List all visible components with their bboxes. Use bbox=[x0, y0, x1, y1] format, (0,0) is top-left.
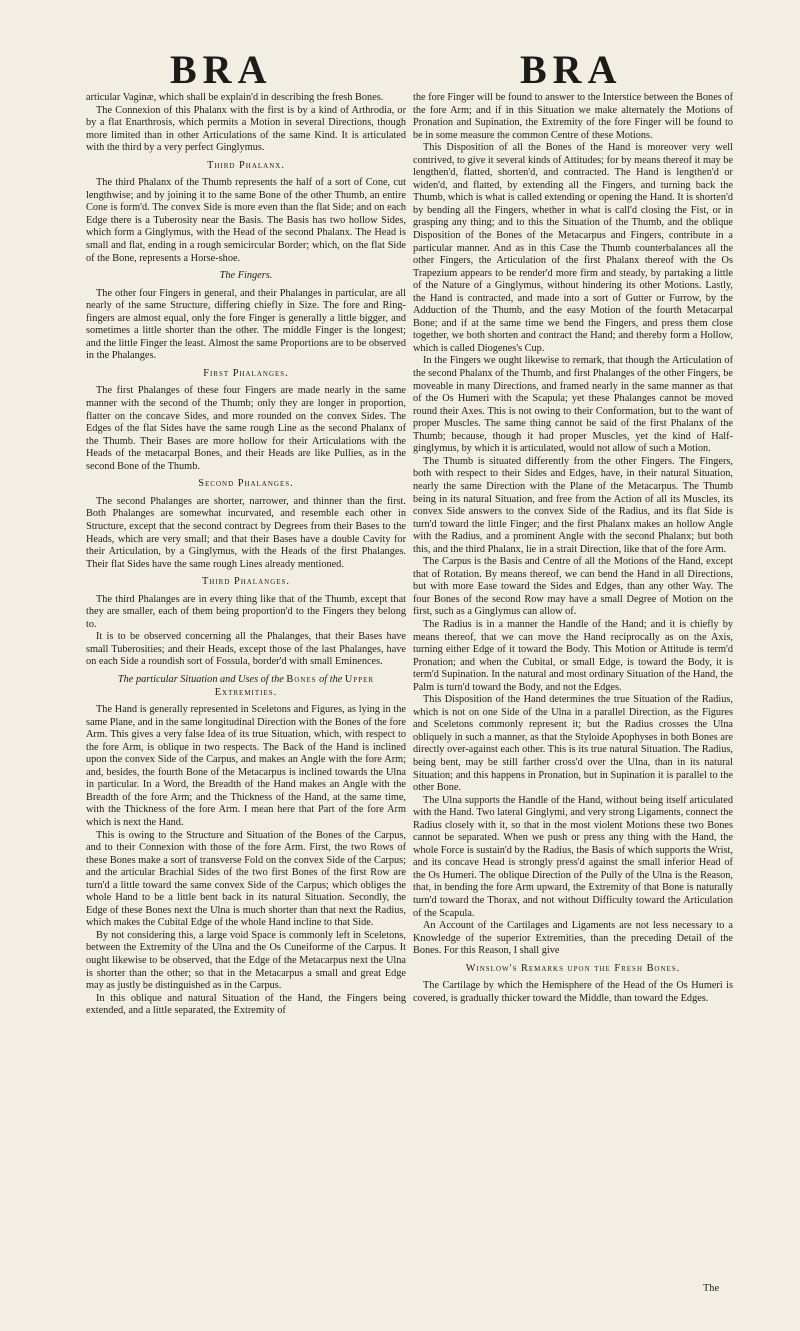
section-heading: Winslow's Remarks upon the Fresh Bones. bbox=[465, 962, 681, 974]
paragraph: The Connexion of this Phalanx with the first is by a kind of Arthrodia, or by a flat Enarthrosis, which permits a Motion in several Directions, though more limited than in other Articulations of the same Kind. It is articulated with the third by a very perfect Ginglymus. bbox=[86, 104, 406, 154]
paragraph: By not considering this, a large void Space is commonly left in Sceletons, between the Extremity of the Ulna and the Os Cuneiforme of the Carpus. It ought likewise to be observed, that the Edge of the Metacarpus next the Ulna is shorter than the other; so that in the Metacarpus a small and great Edge may as justly be distinguished as in the Carpus. bbox=[86, 929, 406, 992]
paragraph: The Ulna supports the Handle of the Hand, without being itself articulated with the Hand. Two lateral Ginglymi, and very strong Ligaments, connect the Radius closely with it, so that in the most violent Motions these two Bones cannot be separated. When we push or press any thing with the Hand, the whole Force is sustain'd by the Radius, the Basis of which supports the Wrist, and its concave Head is strongly press'd against the small inferior Head of the Os Humeri. The oblique Direction of the Pully of the Ulna is the Reason, that, in bending the fore Arm upward, the Extremity of that Bone is naturally turn'd toward the Thorax, and not without Difficulty toward the Articulation of the Scapula. bbox=[413, 794, 733, 919]
paragraph: articular Vaginæ, which shall be explain'd in describing the fresh Bones. bbox=[86, 92, 384, 103]
paragraph: An Account of the Cartilages and Ligaments are not less necessary to a Knowledge of the superior Extremities, than the preceding Detail of the Bones. For this Reason, I shall give bbox=[413, 920, 733, 957]
heading-part: Upper Extremities. bbox=[214, 673, 375, 698]
paragraph: This Disposition of all the Bones of the Hand is moreover very well contrived, to give it several kinds of Attitudes; for by means thereof it may be lengthen'd, flatted, shorten'd, and contracted. The Hand is lengthen'd or widen'd, and flatted, by extending all the Fingers, and turning back the Thumb, which is what is called extending or opening the Hand. It is shorten'd by bending all the Fingers, whether in what is call'd closing the Fist, or in grasping any thing; and to this the Situation of the Thumb, and the oblique Disposition of the Bones of the Metacarpus and Fingers, contribute in a particular manner. And as in this Case the Thumb counterbalances all the other Fingers, the Articulation of the first Phalanx thereof with the Os Trapezium appears to be render'd more firm and steady, by partaking a little of the Nature of a Ginglymus, without hindering its other Motions. Lastly, the Hand is contracted, and made into a sort of Gutter or Furrow, by the Adduction of the Thumb, and the easy Motion of the fourth Metacarpal Bone; and if at the same time we bend the Fingers, and press them close together, we both shorten and contract the Hand; and thereby form a Hollow, which is called Diogenes's Cup. bbox=[413, 142, 733, 354]
section-heading: Third Phalanx. bbox=[207, 159, 285, 171]
paragraph: The second Phalanges are shorter, narrower, and thinner than the first. Both Phalanges are somewhat incurvated, and resemble each other in Structure, except that the second contract by Degrees from their Bases to the Heads, which are very small; and that their Bases have a double Cavity for their Articulation, by a Ginglymus, with the Heads of the first Phalanges. Their flat Sides have the same rough Lines already mentioned. bbox=[86, 495, 406, 570]
paragraph: The Carpus is the Basis and Centre of all the Motions of the Hand, except that of Rotation. By means thereof, we can bend the Hand in all Directions, but with more Ease toward the Sides and Edges, than any other Way. The four Bones of the second Row may have a small Degree of Motion on the first, such as a Ginglymus can allow of. bbox=[413, 556, 733, 618]
paragraph: The other four Fingers in general, and their Phalanges in particular, are all nearly of the same Structure, differing chiefly in Size. The fore and Ring-fingers are almost equal, only the fore Finger is generally a little bigger, and sometimes a little shorter than the other. The middle Finger is the longest; and the little Finger the least. Almost the same Proportions are to be observed in the Phalanges. bbox=[86, 287, 406, 362]
paragraph: It is to be observed concerning all the Phalanges, that their Bases have small Tuberosities; and their Heads, except those of the last Phalanges, have on each Side a roundish sort of Fossula, border'd with small Eminences. bbox=[86, 631, 406, 668]
paragraph: the fore Finger will be found to answer to the Interstice between the Bones of the fore Arm; and if in this Situation we make alternately the Motions of Pronation and Supination, the Extremity of the fore Finger will be found to be in some measure the common Centre of these Motions. bbox=[413, 92, 733, 141]
running-head-left: BRA bbox=[170, 47, 273, 92]
paragraph: The Hand is generally represented in Sceletons and Figures, as lying in the same Plane, and in the same longitudinal Direction with the Bones of the fore Arm. This gives a very false Idea of its true Situation, which, with respect to the fore Arm, is oblique in two respects. The Back of the Hand is inclined upon the convex Side of the Carpus, and makes an Angle with the fore Arm; and, besides, the fourth Bone of the Metacarpus is inclined towards the Ulna in particular. In a Word, the Breadth of the Hand makes an Angle with the Breadth of the fore Arm; and the Thickness of the Hand, at the same time, with the Thickness of the fore Arm. I mean here that Part of the fore Arm which is next the Hand. bbox=[86, 704, 406, 828]
paragraph: The Thumb is situated differently from the other Fingers. The Fingers, both with respect to their Sides and Edges, have, in their natural Situation, nearly the same Direction with the Plane of the Metacarpus. The Thumb being in its natural Situation, and free from the Action of all its Muscles, its convex Side answers to the convex Side of the Radius, and its flat Side is turn'd toward the little Finger; and the first Phalanx makes an hollow Angle with the Radius, and a prominent Angle with the second Phalanx; but both this, and the third Phalanx, lie in a strait Direction, like that of the fore Arm. bbox=[413, 455, 733, 555]
left-column bbox=[86, 92, 406, 1282]
section-heading: Second Phalanges. bbox=[198, 478, 294, 490]
catchword: The bbox=[703, 1283, 720, 1294]
paragraph: This is owing to the Structure and Situation of the Bones of the Carpus, and to their Connexion with those of the fore Arm. First, the two Rows of these Bones make a sort of transverse Fold on the convex Side of the Carpus; and the articular Brachial Sides of the two first Bones of the first Row are turn'd a little toward the same convex Side of the Carpus; which obliges the whole Hand to be a little bent back in its natural Situation. Secondly, the Edge of these Bones next the Ulna is much shorter than that next the Radius, which makes the Cubital Edge of the whole Hand incline to that Side. bbox=[86, 829, 406, 929]
section-heading: Third Phalanges. bbox=[202, 576, 290, 588]
paragraph: This Disposition of the Hand determines the true Situation of the Radius, which is not on one Side of the Ulna in a parallel Direction, as the Figures and Sceletons commonly represent it; but the Radius crosses the Ulna obliquely in such a manner, as that the Styloide Apophyses in both Bones are directly over-against each other. This is its true natural Situation. The Radius, being bent, may be still farther cross'd over the Ulna, than in its natural Situation; and this happens in Pronation, but in Supination it is parallel to the other Bone. bbox=[413, 694, 733, 794]
section-heading bbox=[86, 674, 406, 699]
section-heading: The Fingers. bbox=[219, 270, 273, 282]
section-heading: First Phalanges. bbox=[203, 367, 289, 379]
paragraph: In the Fingers we ought likewise to remark, that though the Articulation of the second Phalanx of the Thumb, and first Phalanges of the other Fingers, be moveable in many Directions, and framed nearly in the same manner as that of the Os Humeri with the Scapula; yet these Phalanges cannot be moved round their Axes. This is not owing to their Conformation, but to the want of proper Muscles. The same thing cannot be said of the first Phalanx of the Thumb; because, though it had proper Muscles, yet the kind of Half-ginglymus, by which it is articulated, would not allow of such a Motion. bbox=[413, 355, 733, 455]
heading-part: Bones bbox=[286, 673, 317, 685]
paragraph: In this oblique and natural Situation of the Hand, the Fingers being extended, and a little separated, the Extremity of bbox=[86, 992, 406, 1017]
right-column bbox=[413, 92, 733, 1282]
paragraph: The Radius is in a manner the Handle of the Hand; and it is chiefly by means thereof, that we can move the Hand reciprocally as on the Axis, turning either Edge of it toward the Body. This Motion or Attitude is term'd Pronation; and when the Cubital, or small Edge, is toward the Body, it is term'd Supination. In the natural and most ordinary Situation of the Hand, the Palm is turn'd toward the Body, and not the Edges. bbox=[413, 618, 733, 693]
paragraph: The third Phalanges are in every thing like that of the Thumb, except that they are smaller, each of them being proportion'd to the Fingers they belong to. bbox=[86, 593, 406, 630]
heading-part: of the bbox=[319, 673, 343, 685]
paragraph: The first Phalanges of these four Fingers are made nearly in the same manner with the second of the Thumb; only they are longer in proportion, flatter on the concave Sides, and more rounded on the convex Sides. The Edges of the flat Sides have the same rough Line as the second Phalanx of the Thumb. Their Bases are more hollow for their Articulations with the Heads of the metacarpal Bones, and their Heads are like Pullies, as in the second Bone of the Thumb. bbox=[86, 385, 406, 472]
heading-part: The particular Situation and Uses of the bbox=[117, 673, 284, 685]
paragraph: The Cartilage by which the Hemisphere of the Head of the Os Humeri is covered, is gradually thicker toward the Middle, than toward the Edges. bbox=[413, 980, 733, 1004]
running-head-right: BRA bbox=[520, 47, 623, 92]
paragraph: The third Phalanx of the Thumb represents the half of a sort of Cone, cut lengthwise; and by joining it to the same Bone of the other Thumb, an entire Cone is form'd. The convex Side is more even than the flat Side; and on each Edge there is a Tuberosity near the Basis. The Basis has two hollow Sides, which form a Ginglymus, with the Head of the second Phalanx. The Head is small and flat, ending in a rough semicircular Border; which, on the flat Side of the Bone, represents a Horse-shoe. bbox=[86, 177, 406, 264]
